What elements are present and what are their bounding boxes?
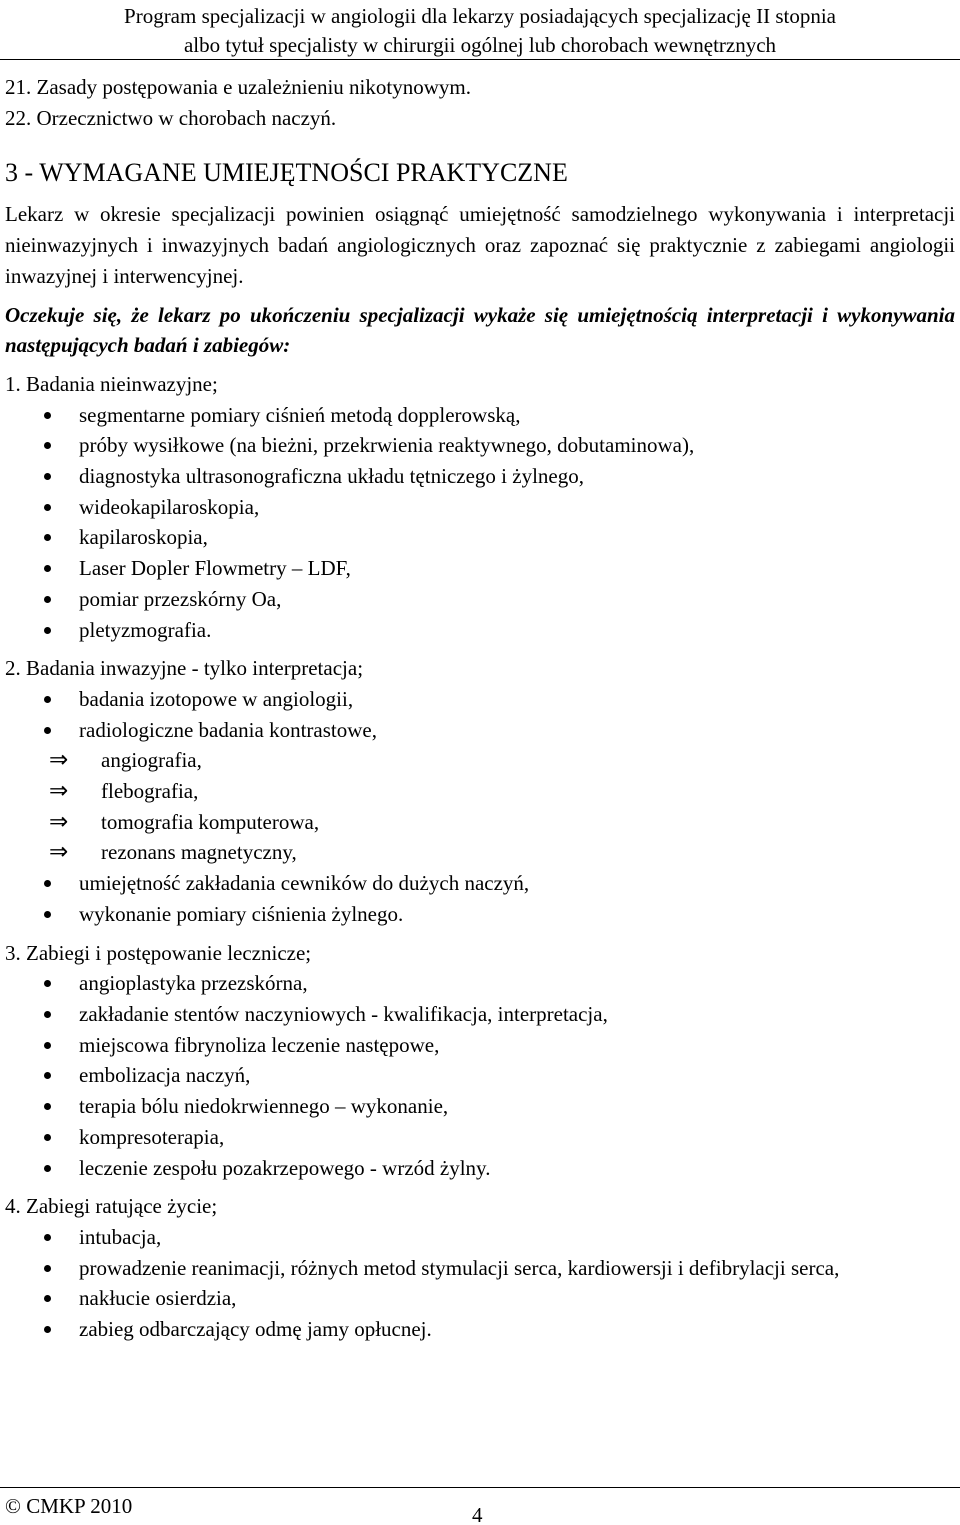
footer-copyright: © CMKP 2010 (5, 1494, 133, 1518)
group-2-list (5, 684, 955, 745)
double-arrow-icon: ⇒ (49, 747, 69, 774)
list-item: segmentarne pomiary ciśnień metodą dopplerowską, (5, 400, 955, 431)
bullet-icon (44, 565, 51, 572)
sublist-item: ⇒ rezonans magnetyczny, (49, 839, 297, 866)
group-3-list (5, 968, 955, 1183)
list-item: leczenie zespołu pozakrzepowego - wrzód żylny. (5, 1153, 955, 1184)
header-line-2: albo tytuł specjalisty w chirurgii ogólnej lub chorobach wewnętrznych (183, 33, 777, 57)
page-header (0, 0, 960, 60)
list-item: terapia bólu niedokrwiennego – wykonanie, (5, 1091, 955, 1122)
bullet-icon (44, 1134, 51, 1141)
expectation-paragraph: Oczekuje się, że lekarz po ukończeniu specjalizacji wykaże się umiejętnością interpretacji i wykonywania następujących badań i zabiegów: (5, 302, 955, 358)
sublist-item: ⇒ tomografia komputerowa, (49, 808, 320, 835)
footer-divider (0, 1487, 960, 1488)
double-arrow-icon: ⇒ (49, 839, 69, 866)
list-item: kompresoterapia, (5, 1122, 955, 1153)
list-item: diagnostyka ultrasonograficzna układu tętniczego i żylnego, (5, 461, 955, 492)
page-number: 4 (472, 1503, 483, 1525)
group-1-title: 1. Badania nieinwazyjne; (5, 371, 218, 396)
bullet-icon (44, 727, 51, 734)
bullet-icon (44, 1072, 51, 1079)
list-item: pletyzmografia. (5, 615, 955, 646)
bullet-icon (44, 596, 51, 603)
bullet-icon (44, 1295, 51, 1302)
list-item: zabieg odbarczający odmę jamy opłucnej. (5, 1314, 955, 1345)
list-item: intubacja, (5, 1222, 955, 1253)
list-item: miejscowa fibrynoliza leczenie następowe, (5, 1030, 955, 1061)
bullet-icon (44, 696, 51, 703)
bullet-icon (44, 1103, 51, 1110)
list-item-22: 22. Orzecznictwo w chorobach naczyń. (5, 105, 337, 130)
list-item: próby wysiłkowe (na bieżni, przekrwienia reaktywnego, dobutaminowa), (5, 430, 955, 461)
list-item: wideokapilaroskopia, (5, 492, 955, 523)
sublist-item: ⇒ angiografia, (49, 747, 202, 774)
group-4-title: 4. Zabiegi ratujące życie; (5, 1194, 218, 1219)
bullet-icon (44, 504, 51, 511)
group-3-title: 3. Zabiegi i postępowanie lecznicze; (5, 940, 312, 965)
bullet-icon (44, 1265, 51, 1272)
list-item: prowadzenie reanimacji, różnych metod stymulacji serca, kardiowersji i defibrylacji serca, (5, 1253, 955, 1284)
bullet-icon (44, 627, 51, 634)
group-2-sublist (5, 745, 955, 868)
double-arrow-icon: ⇒ (49, 808, 69, 835)
bullet-icon (44, 1234, 51, 1241)
document-body (5, 72, 955, 1345)
intro-paragraph: Lekarz w okresie specjalizacji powinien osiągnąć umiejętność samodzielnego wykonywania i interpretacji nieinwazyjnych i inwazyjnych badań angiologicznych oraz zapoznać się praktycznie z zabiegami angiologii inwazyjnej i interwencyjnej. (5, 202, 955, 288)
list-item: zakładanie stentów naczyniowych - kwalifikacja, interpretacja, (5, 999, 955, 1030)
bullet-icon (44, 1042, 51, 1049)
group-4-list (5, 1222, 955, 1345)
list-item: Laser Dopler Flowmetry – LDF, (5, 553, 955, 584)
list-item-21: 21. Zasady postępowania e uzależnieniu nikotynowym. (5, 75, 471, 99)
bullet-icon (44, 880, 51, 887)
list-item: nakłucie osierdzia, (5, 1283, 955, 1314)
header-line-1: Program specjalizacji w angiologii dla lekarzy posiadających specjalizację II stopnia (124, 4, 836, 28)
bullet-icon (44, 980, 51, 987)
bullet-icon (44, 1011, 51, 1018)
list-item: wykonanie pomiary ciśnienia żylnego. (5, 899, 955, 930)
bullet-icon (44, 473, 51, 480)
section-heading: 3 - WYMAGANE UMIEJĘTNOŚCI PRAKTYCZNE (5, 158, 568, 188)
bullet-icon (44, 911, 51, 918)
group-1-list (5, 400, 955, 646)
bullet-icon (44, 534, 51, 541)
sublist-item: ⇒ flebografia, (49, 778, 199, 805)
list-item: badania izotopowe w angiologii, (5, 684, 955, 715)
list-item: embolizacja naczyń, (5, 1060, 955, 1091)
list-item: pomiar przezskórny Oa, (5, 584, 955, 615)
bullet-icon (44, 412, 51, 419)
double-arrow-icon: ⇒ (49, 778, 69, 805)
list-item: kapilaroskopia, (5, 522, 955, 553)
group-2-title: 2. Badania inwazyjne - tylko interpretacja; (5, 656, 364, 681)
group-2-list-cont (5, 868, 955, 929)
bullet-icon (44, 442, 51, 449)
bullet-icon (44, 1326, 51, 1333)
bullet-icon (44, 1165, 51, 1172)
list-item: radiologiczne badania kontrastowe, (5, 715, 955, 746)
list-item: umiejętność zakładania cewników do dużych naczyń, (5, 868, 955, 899)
list-item: angioplastyka przezskórna, (5, 968, 955, 999)
